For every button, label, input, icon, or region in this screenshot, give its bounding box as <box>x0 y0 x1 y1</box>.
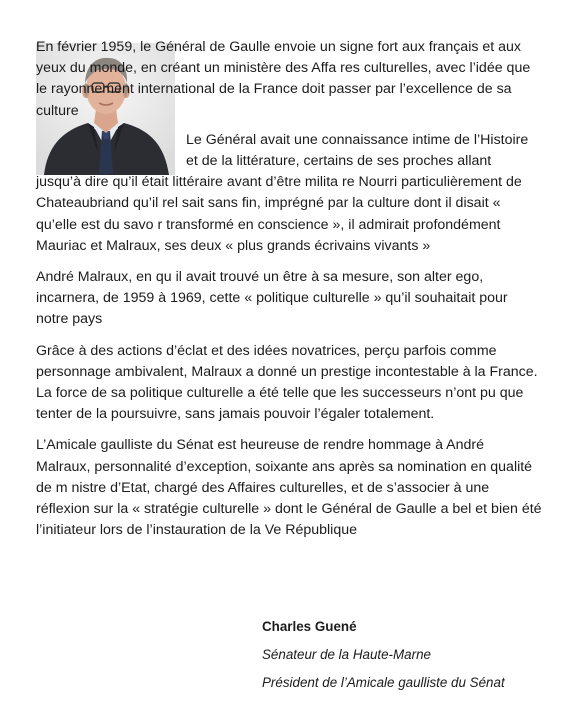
paragraph-de-gaulle-rest: jusqu’à dire qu’il était littéraire avant d’être milita re Nourri particulièrement de Chateaubriand qu’il rel sait sans fin, imprégné par la culture dont il disait « qu’elle est du savo r transformé en conscience », il admirait profondément Mauriac et Malraux, ses deux « plus grands écrivains vivants » <box>36 174 522 254</box>
paragraph-de-gaulle <box>36 130 542 257</box>
signatory-name: Charles Guené <box>262 619 357 634</box>
signatory-title-president: Président de l’Amicale gaulliste du Sénat <box>262 675 505 690</box>
signature-block <box>262 617 505 701</box>
paragraph-malraux: André Malraux, en qu il avait trouvé un être à sa mesure, son alter ego, incarnera, de 1959 à 1969, cette « politique culturelle » qu’il souhaitait pour notre pays <box>36 269 508 328</box>
letter-body <box>36 37 542 551</box>
paragraph-prestige: Grâce à des actions d’éclat et des idées novatrices, perçu parfois comme personnage ambivalent, Malraux a donné un prestige incontestable à la France. La force de sa politique culturelle a été telle que les successeurs n’ont pu que tenter de la poursuivre, sans jamais pouvoir l’égaler totalement. <box>36 342 538 423</box>
paragraph-amicale: L’Amicale gaulliste du Sénat est heureuse de rendre hommage à André Malraux, personnalité d’exception, soixante ans après sa nomination en qualité de m nistre d’Etat, chargé des Affaires culturelles, et de s’associer à une réflexion sur la « stratégie culturelle » dont le Général de Gaulle a bel et bien été l’initiateur lors de l’instauration de la Ve République <box>36 437 542 539</box>
paragraph-de-gaulle-lead: Le Général avait une connaissance intime de l’Histoire et de la littérature, certains de ses proches allant <box>186 131 529 170</box>
signatory-title-senator: Sénateur de la Haute-Marne <box>262 647 431 662</box>
intro-paragraph: En février 1959, le Général de Gaulle envoie un signe fort aux français et aux yeux du monde, en créant un ministère des Affa res culturelles, avec l’idée que le rayonnement international de la France doit passer par l’excellence de sa culture <box>36 39 531 119</box>
